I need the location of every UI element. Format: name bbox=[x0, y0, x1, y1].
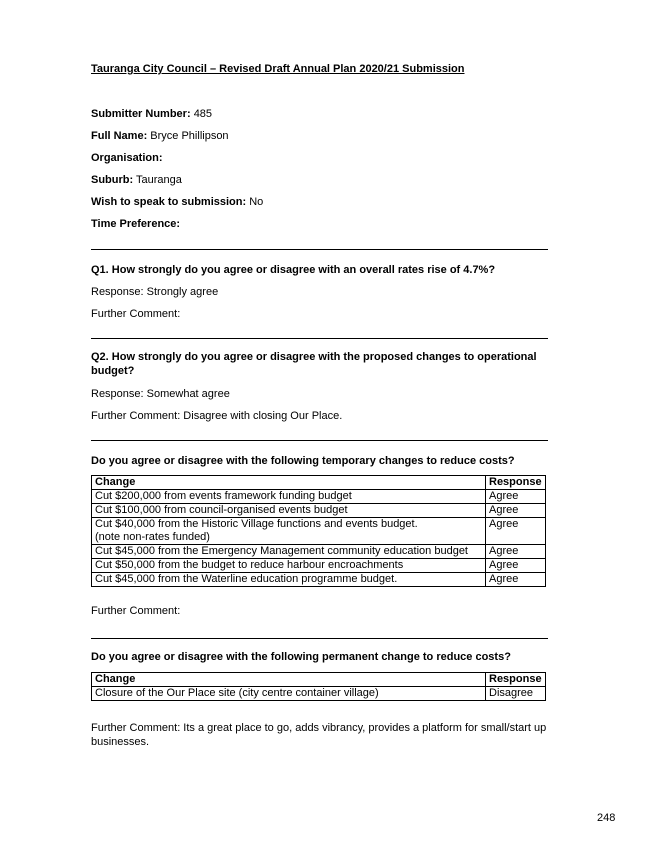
change-cell: Cut $100,000 from council-organised events budget bbox=[92, 504, 486, 518]
change-header: Change bbox=[92, 476, 486, 490]
table-row bbox=[92, 573, 546, 587]
response-cell: Agree bbox=[486, 490, 546, 504]
suburb-label: Suburb: bbox=[91, 174, 134, 186]
change-cell: Cut $45,000 from the Waterline education programme budget. bbox=[92, 573, 486, 587]
change-cell: Cut $45,000 from the Emergency Management community education budget bbox=[92, 545, 486, 559]
table-row bbox=[92, 504, 546, 518]
organisation-field bbox=[91, 152, 163, 164]
time-preference-field bbox=[91, 218, 180, 230]
time-preference-label: Time Preference: bbox=[91, 218, 181, 230]
full-name-field bbox=[91, 130, 229, 142]
q1-comment: Further Comment: bbox=[91, 308, 181, 320]
response-cell: Agree bbox=[486, 518, 546, 545]
speak-value: No bbox=[249, 196, 264, 208]
table-row bbox=[92, 518, 546, 545]
suburb-field bbox=[91, 174, 182, 186]
response-cell: Disagree bbox=[486, 687, 546, 701]
change-cell: Cut $40,000 from the Historic Village functions and events budget. (note non-rates funded) bbox=[92, 518, 486, 545]
q2-question: Q2. How strongly do you agree or disagree with the proposed changes to operational budget? bbox=[91, 351, 537, 377]
submitter-number-value: 485 bbox=[193, 108, 213, 120]
permanent-question: Do you agree or disagree with the following permanent change to reduce costs? bbox=[91, 651, 511, 663]
speak-label: Wish to speak to submission: bbox=[91, 196, 247, 208]
full-name-label: Full Name: bbox=[91, 130, 148, 142]
q2-comment: Further Comment: Disagree with closing Our Place. bbox=[91, 410, 343, 422]
permanent-change-table bbox=[91, 672, 546, 701]
response-cell: Agree bbox=[486, 504, 546, 518]
submitter-number-field bbox=[91, 108, 212, 120]
q1-response: Response: Strongly agree bbox=[91, 286, 219, 298]
temporary-comment: Further Comment: bbox=[91, 605, 181, 617]
change-header: Change bbox=[92, 673, 486, 687]
full-name-value: Bryce Phillipson bbox=[150, 130, 229, 142]
table-row bbox=[92, 545, 546, 559]
divider bbox=[91, 338, 548, 339]
divider bbox=[91, 249, 548, 250]
response-cell: Agree bbox=[486, 545, 546, 559]
suburb-value: Tauranga bbox=[136, 174, 182, 186]
q2-response: Response: Somewhat agree bbox=[91, 388, 230, 400]
response-header: Response bbox=[486, 476, 546, 490]
table-header-row bbox=[92, 673, 546, 687]
organisation-label: Organisation: bbox=[91, 152, 163, 164]
divider bbox=[91, 638, 548, 639]
permanent-comment: Further Comment: Its a great place to go, adds vibrancy, provides a platform for small/start up businesses. bbox=[91, 722, 547, 748]
response-cell: Agree bbox=[486, 573, 546, 587]
response-cell: Agree bbox=[486, 559, 546, 573]
submitter-number-label: Submitter Number: bbox=[91, 108, 191, 120]
q1-question: Q1. How strongly do you agree or disagree with an overall rates rise of 4.7%? bbox=[91, 264, 496, 276]
page-number: 248 bbox=[597, 812, 616, 824]
change-cell: Cut $50,000 from the budget to reduce harbour encroachments bbox=[92, 559, 486, 573]
response-header: Response bbox=[486, 673, 546, 687]
divider bbox=[91, 440, 548, 441]
table-row bbox=[92, 687, 546, 701]
change-cell: Closure of the Our Place site (city centre container village) bbox=[92, 687, 486, 701]
temporary-question: Do you agree or disagree with the following temporary changes to reduce costs? bbox=[91, 455, 515, 467]
table-row bbox=[92, 490, 546, 504]
table-header-row bbox=[92, 476, 546, 490]
document-title: Tauranga City Council – Revised Draft Annual Plan 2020/21 Submission bbox=[91, 63, 465, 75]
change-cell: Cut $200,000 from events framework funding budget bbox=[92, 490, 486, 504]
temporary-changes-table bbox=[91, 475, 546, 587]
speak-field bbox=[91, 196, 263, 208]
table-row bbox=[92, 559, 546, 573]
